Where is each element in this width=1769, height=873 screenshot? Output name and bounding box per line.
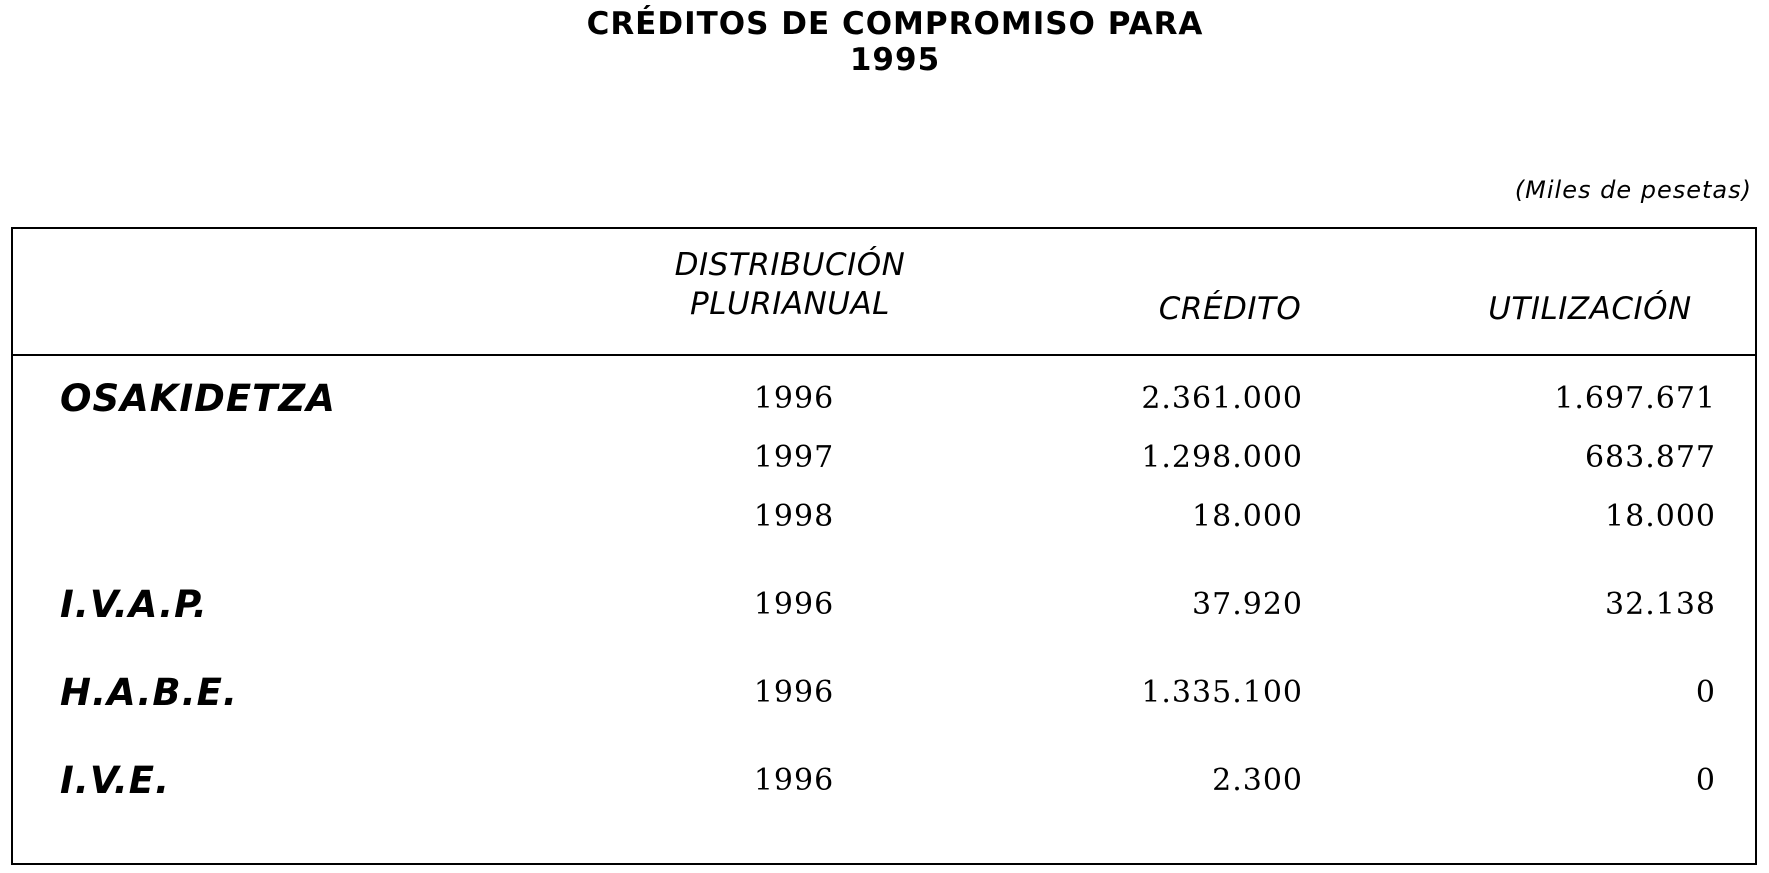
column-header-credito: CRÉDITO <box>1158 291 1302 327</box>
page-title: CRÉDITOS DE COMPROMISO PARA <box>586 6 1204 42</box>
credito-cell: 37.920 <box>1192 587 1303 622</box>
page-title-year: 1995 <box>849 42 941 78</box>
column-header-utilizacion: UTILIZACIÓN <box>1488 291 1692 327</box>
table-row <box>0 582 1769 628</box>
credito-cell: 2.300 <box>1212 763 1303 798</box>
credito-cell: 1.335.100 <box>1141 675 1303 710</box>
credito-cell: 1.298.000 <box>1141 440 1303 475</box>
year-cell: 1996 <box>753 675 835 710</box>
column-header-distribucion-line2: PLURIANUAL <box>690 285 890 322</box>
entity-label: I.V.A.P. <box>60 583 208 626</box>
header-divider <box>11 354 1757 356</box>
table-row <box>0 758 1769 804</box>
credito-cell: 18.000 <box>1192 499 1303 534</box>
utilizacion-cell: 0 <box>1695 763 1716 798</box>
entity-label: OSAKIDETZA <box>60 377 336 420</box>
units-note: (Miles de pesetas) <box>1514 176 1752 204</box>
credito-cell: 2.361.000 <box>1141 381 1303 416</box>
year-cell: 1998 <box>753 499 835 534</box>
table-row <box>0 494 1769 540</box>
table-row <box>0 670 1769 716</box>
utilizacion-cell: 32.138 <box>1605 587 1716 622</box>
utilizacion-cell: 1.697.671 <box>1554 381 1716 416</box>
entity-label: I.V.E. <box>60 759 171 802</box>
column-header-distribucion-line1: DISTRIBUCIÓN <box>674 247 906 283</box>
utilizacion-cell: 683.877 <box>1584 440 1716 475</box>
entity-label: H.A.B.E. <box>60 671 238 714</box>
column-header-distribucion <box>560 246 1020 324</box>
year-cell: 1996 <box>753 587 835 622</box>
utilizacion-cell: 0 <box>1695 675 1716 710</box>
year-cell: 1996 <box>753 381 835 416</box>
year-cell: 1996 <box>753 763 835 798</box>
table-row <box>0 435 1769 481</box>
utilizacion-cell: 18.000 <box>1605 499 1716 534</box>
year-cell: 1997 <box>753 440 835 475</box>
table-row <box>0 376 1769 422</box>
